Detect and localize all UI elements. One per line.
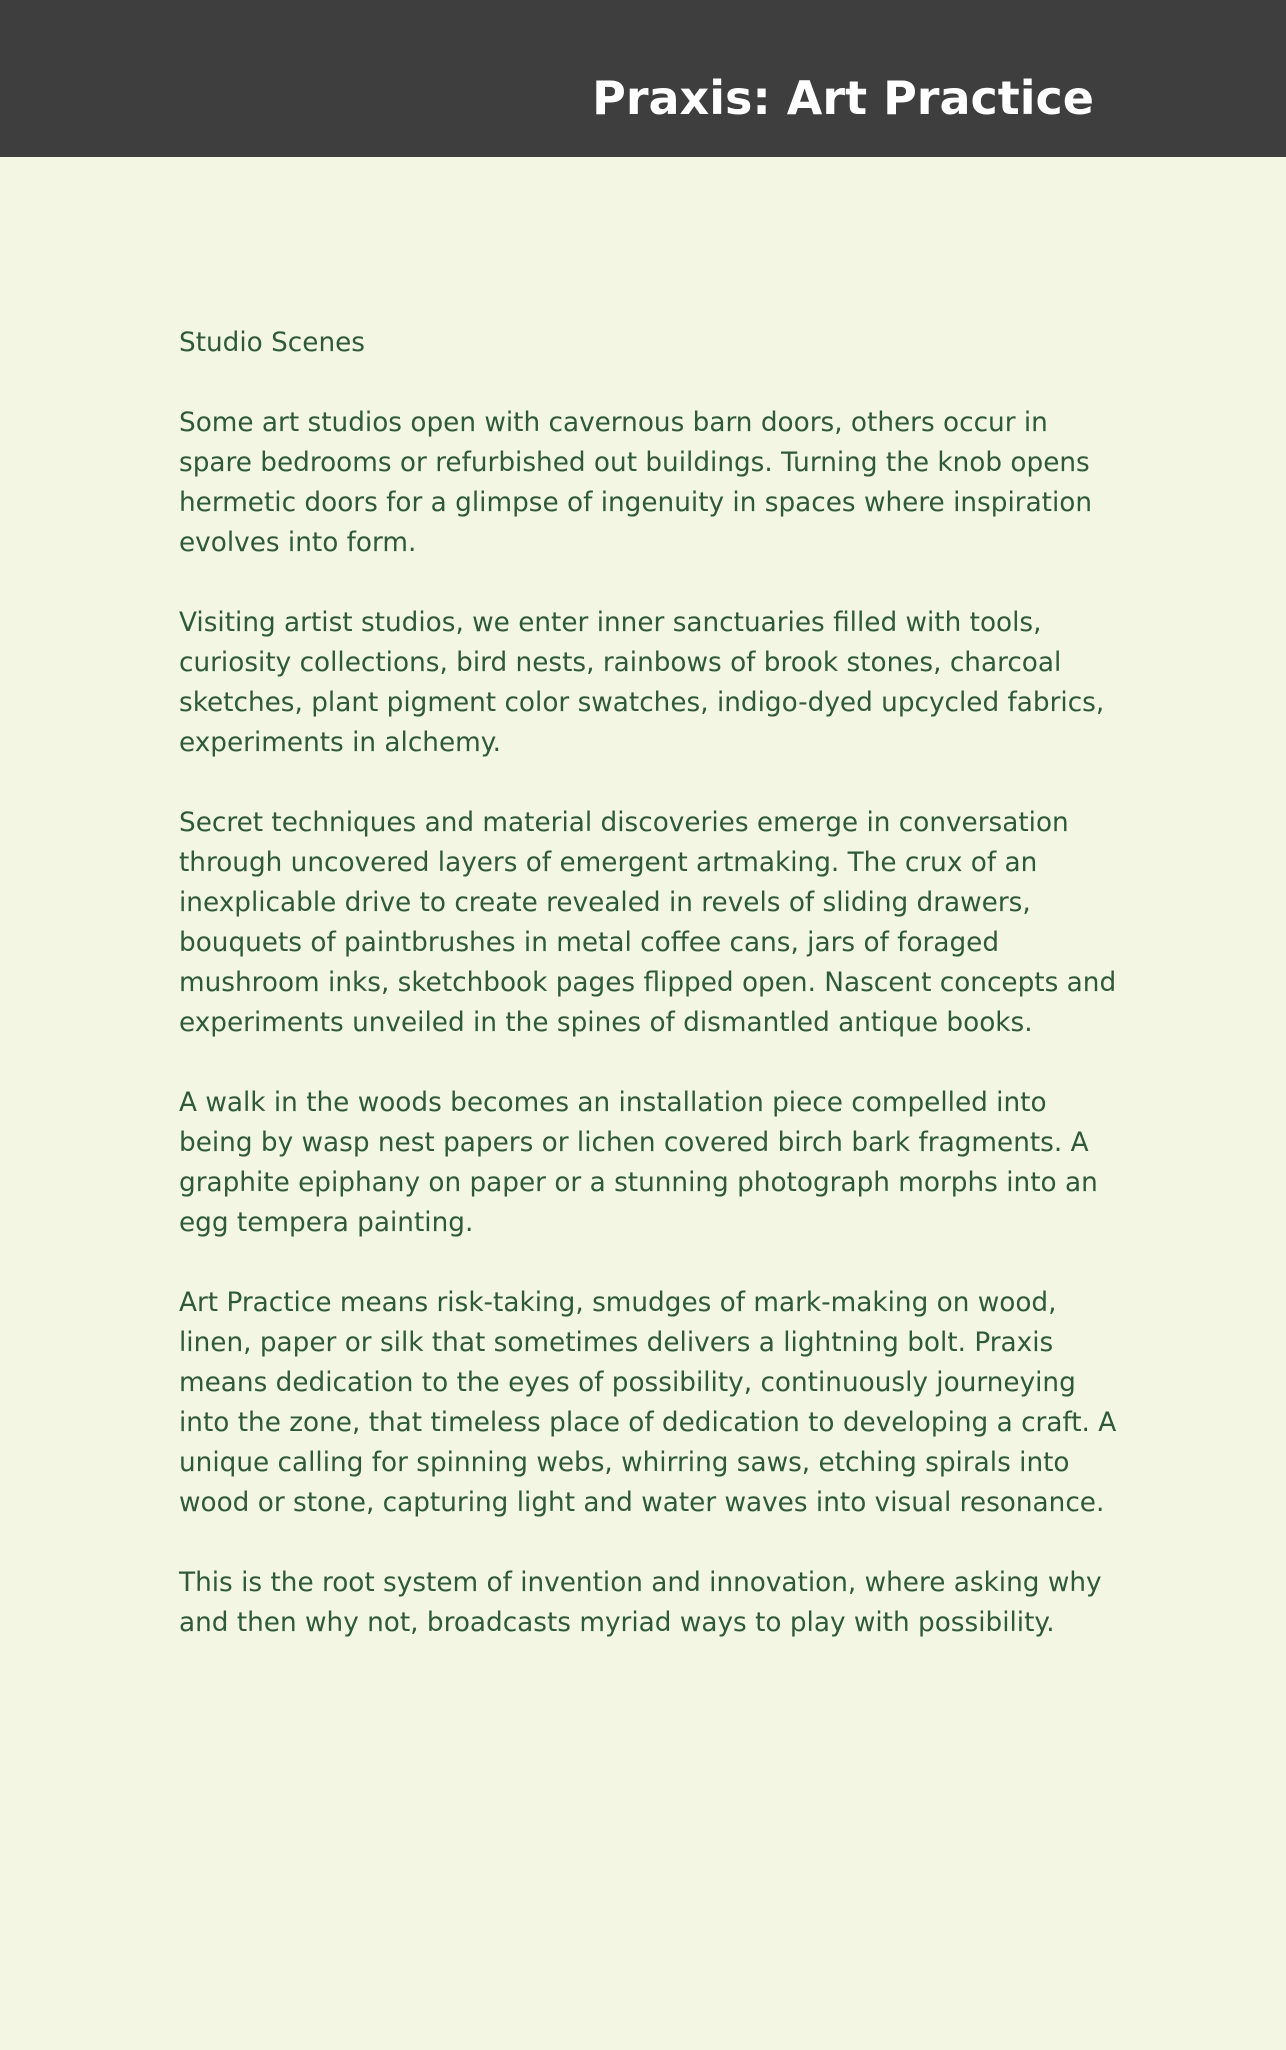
article-paragraph: This is the root system of invention and innovation, where asking why and then why not, broadcasts myriad ways to play with possibility. xyxy=(179,1568,1102,1638)
article-paragraph: Art Practice means risk-taking, smudges of mark-making on wood, linen, paper or silk that sometimes delivers a lightning bolt. Praxis means dedication to the eyes of possibility, continuously journeying into the zone, that timeless place of dedication to developing a craft. A unique calling for spinning webs, whirring saws, etching spirals into wood or stone, capturing light and water waves into visual resonance. xyxy=(179,1288,1117,1518)
article-body xyxy=(179,323,1119,1683)
article-paragraph: Visiting artist studios, we enter inner sanctuaries filled with tools, curiosity collections, bird nests, rainbows of brook stones, charcoal sketches, plant pigment color swatches, indigo-dyed upcycled fabrics, experiments in alchemy. xyxy=(179,608,1105,758)
article-paragraph: Some art studios open with cavernous barn doors, others occur in spare bedrooms or refurbished out buildings. Turning the knob opens hermetic doors for a glimpse of ingenuity in spaces where inspiration evolves into form. xyxy=(179,408,1093,558)
page-header xyxy=(0,0,1286,157)
article-paragraph: Secret techniques and material discoveries emerge in conversation through uncovered layers of emergent artmaking. The crux of an inexplicable drive to create revealed in revels of sliding drawers, bouquets of paintbrushes in metal coffee cans, jars of foraged mushroom inks, sketchbook pages flipped open. Nascent concepts and experiments unveiled in the spines of dismantled antique books. xyxy=(179,808,1117,1038)
page-title: Praxis: Art Practice xyxy=(592,71,1094,125)
article-paragraph: A walk in the woods becomes an installation piece compelled into being by wasp nest papers or lichen covered birch bark fragments. A graphite epiphany on paper or a stunning photograph morphs into an egg tempera painting. xyxy=(179,1088,1098,1238)
article-heading: Studio Scenes xyxy=(179,328,365,358)
